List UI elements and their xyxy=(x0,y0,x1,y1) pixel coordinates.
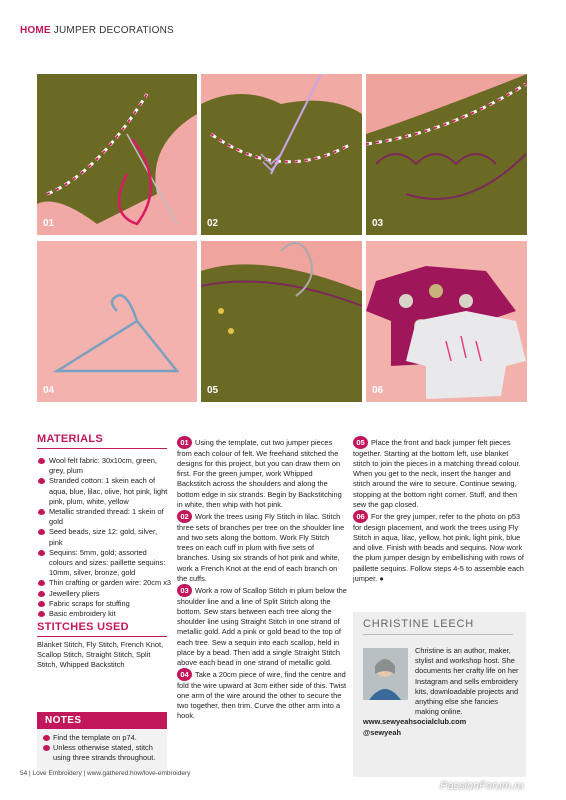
magazine-name: Love Embroidery xyxy=(32,770,82,777)
list-item: Seed beads, size 12: gold, silver, pink xyxy=(37,527,172,547)
list-item: Metallic stranded thread: 1 skein of gold xyxy=(37,507,172,527)
step-photo-1 xyxy=(37,74,197,235)
author-website[interactable]: www.sewyeahsocialclub.com xyxy=(363,717,467,727)
section-header xyxy=(20,25,174,36)
step-text: Take a 20cm piece of wire, find the centre and fold the wire upward at 3cm either side of this. Twist one arm of the wire around the other to secure the two together, then trim. Curve the other arm into a hook. xyxy=(177,669,347,721)
stitches-heading: STITCHES USED xyxy=(37,621,167,637)
magazine-url[interactable]: www.gathered.how/love-embroidery xyxy=(87,770,191,777)
photo-label: 06 xyxy=(372,385,384,396)
watermark: PassionForum.ru xyxy=(440,780,524,792)
green-jumper-whipped-backstitch-image xyxy=(37,74,197,235)
author-name: CHRISTINE LEECH xyxy=(363,618,513,635)
photo-label: 01 xyxy=(43,218,55,229)
list-item: Find the template on p74. xyxy=(43,733,163,743)
step-number-badge: 06 xyxy=(353,510,368,523)
notes-heading: NOTES xyxy=(37,712,167,729)
steps-column-2 xyxy=(353,436,526,584)
step-photo-3 xyxy=(366,74,527,235)
list-item: Unless otherwise stated, stitch using three strands throughout. xyxy=(43,743,163,763)
step-photo-4 xyxy=(37,241,197,402)
list-item: Thin crafting or garden wire: 20cm x3 xyxy=(37,578,172,588)
list-item: Jewellery pliers xyxy=(37,589,172,599)
photo-label: 03 xyxy=(372,218,384,229)
page-footer xyxy=(20,770,190,777)
finished-jumpers-image xyxy=(366,241,527,402)
notes-box xyxy=(37,712,167,772)
green-jumper-scallops-image xyxy=(366,74,527,235)
step-photo-5 xyxy=(201,241,362,402)
photo-label: 02 xyxy=(207,218,219,229)
step-photo-2 xyxy=(201,74,362,235)
author-box xyxy=(353,612,526,777)
step-text: Place the front and back jumper felt pieces together. Starting at the bottom left, use blanket stitch to join the pieces in a matching thread colour. When you get to the neck, insert the hanger and stitch around the wire to secure. Continue sewing, stopping at the bottom right corner. Stuff, and then sew the gap closed. xyxy=(353,438,521,509)
step-04 xyxy=(177,668,347,722)
step-text: Work a row of Scallop Stitch in plum below the shoulder line and a line of Split Stitch along the bottom. Sew stars between each tree along the shoulder line using Straight Stitch in one strand of metallic gold. Add a pink or gold bead to the top of each tree. Sew a sequin into each scallop, held in place by a bead. Then add a single Straight Stitch above each bead in one strand of metallic gold. xyxy=(177,585,347,667)
photo-label: 05 xyxy=(207,385,219,396)
step-text: Using the template, cut two jumper pieces from each colour of felt. We freehand stitched the designs for this project, but you can draw them on first. For the green jumper, work Whipped Backstitch across the shoulders and along the bottom edge in six strands. Begin by Backstitching in white, then whip with hot pink. xyxy=(177,438,342,509)
page-number: 54 xyxy=(20,770,28,777)
list-item: Basic embroidery kit xyxy=(37,609,172,619)
section-label: HOME xyxy=(20,25,51,36)
notes-list xyxy=(37,733,167,763)
step-photo-6 xyxy=(366,241,527,402)
step-number-badge: 05 xyxy=(353,436,368,449)
step-number-badge: 04 xyxy=(177,668,192,681)
step-06 xyxy=(353,510,526,584)
step-number-badge: 01 xyxy=(177,436,192,449)
author-handle[interactable]: @sewyeah xyxy=(363,727,402,737)
steps-column-1 xyxy=(177,436,347,722)
materials-list xyxy=(37,456,172,619)
jumper-assembly-image xyxy=(201,241,362,402)
step-number-badge: 03 xyxy=(177,584,192,597)
step-03 xyxy=(177,584,347,668)
list-item: Wool felt fabric: 30x10cm, green, grey, plum xyxy=(37,456,172,476)
list-item: Stranded cotton: 1 skein each of aqua, blue, lilac, olive, hot pink, light pink, plum, white, yellow xyxy=(37,476,172,507)
author-bio: Christine is an author, maker, stylist and workshop host. She documents her crafty life on her Instagram and sells embroidery kits, downloadable projects and anything else she fancies making online. xyxy=(415,646,519,717)
footer-divider: | xyxy=(83,770,86,777)
photo-label: 04 xyxy=(43,385,55,396)
step-text: Work the trees using Fly Stitch in lilac. Stitch three sets of branches per tree on the shoulder line and two sets along the bottom. Work Fly Stitch trees on each cuff in plum with five sets of branches. Using six strands of hot pink and white, work a French Knot at the end of each branch on the cuffs. xyxy=(177,511,345,583)
step-05 xyxy=(353,436,526,510)
stitches-text: Blanket Stitch, Fly Stitch, French Knot, Scallop Stitch, Straight Stitch, Split Stitch, Whipped Backstitch xyxy=(37,640,164,670)
step-text: For the grey jumper, refer to the photo on p53 for design placement, and work the trees using Fly Stitch in aqua, lilac, yellow, hot pink, light pink, blue and olive. Finish with beads and sequins. Now work the plum jumper design by embellishing with rows of paillette sequins. Follow steps 4-5 to assemble each jumper. xyxy=(353,511,524,583)
footer-divider: | xyxy=(29,770,31,777)
end-mark-icon: ● xyxy=(379,573,384,583)
author-bio-block xyxy=(363,646,521,738)
step-01 xyxy=(177,436,347,510)
step-number-badge: 02 xyxy=(177,510,192,523)
list-item: Sequins: 5mm, gold; assorted colours and sizes: paillette sequins: 10mm, silver, bronze, gold xyxy=(37,548,172,579)
green-jumper-trees-image xyxy=(201,74,362,235)
page-title: JUMPER DECORATIONS xyxy=(53,25,174,36)
materials-heading: MATERIALS xyxy=(37,433,167,449)
step-02 xyxy=(177,510,347,584)
wire-hanger-image xyxy=(37,241,197,402)
list-item: Fabric scraps for stuffing xyxy=(37,599,172,609)
